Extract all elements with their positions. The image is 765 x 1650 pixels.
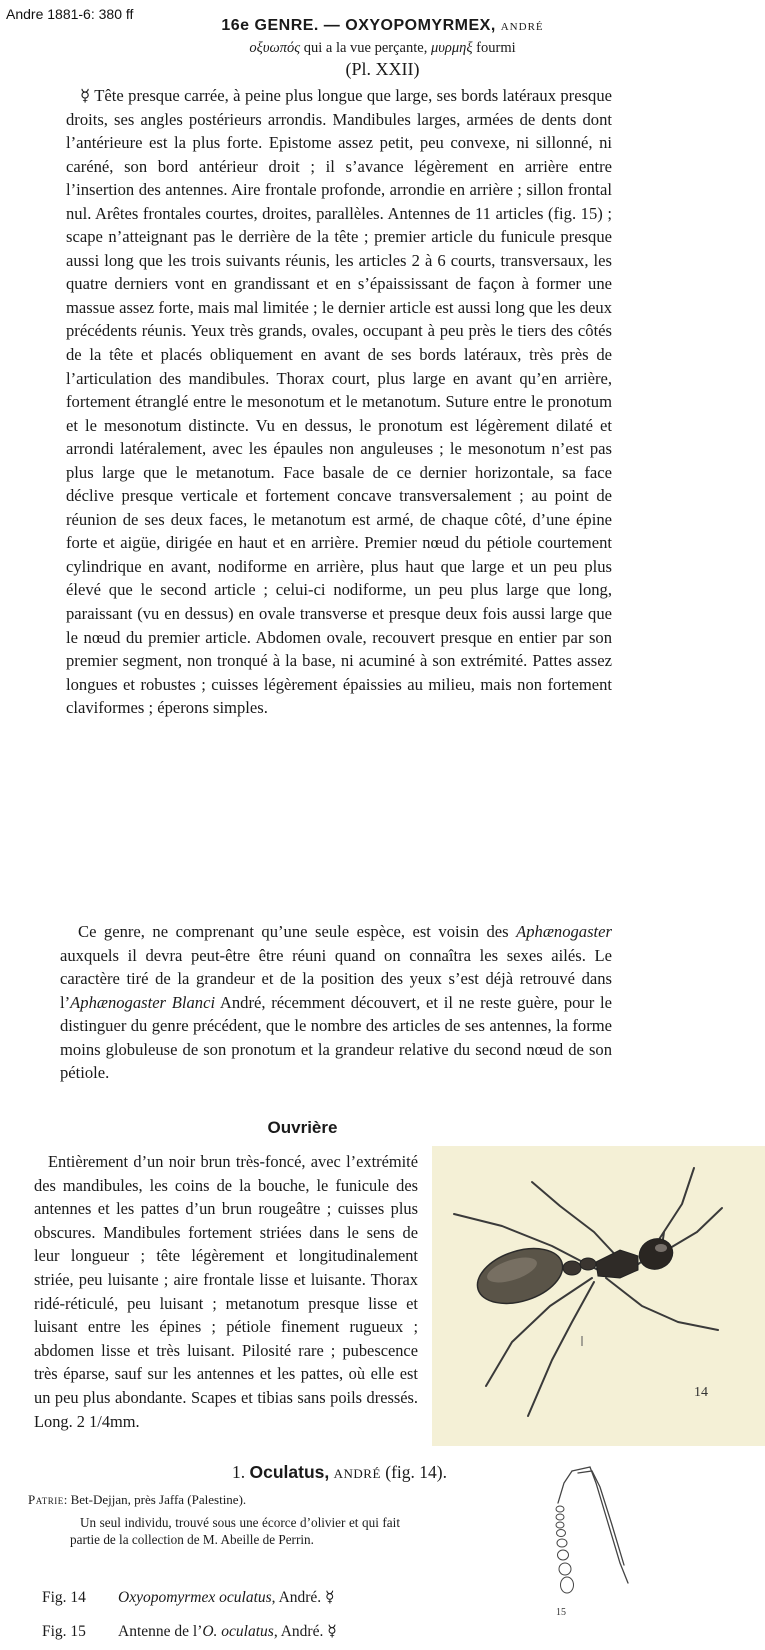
caption-label: Fig. 14 — [42, 1589, 86, 1606]
species-name: Oculatus, — [249, 1462, 330, 1482]
caption-pre: Antenne de l’ — [118, 1623, 203, 1640]
plate-reference: (Pl. XXII) — [345, 59, 420, 79]
genus-remarks — [60, 920, 612, 1085]
locality-line — [28, 1492, 246, 1508]
etymology-text-1: qui a la vue perçante, — [303, 40, 428, 56]
species-figref: (fig. 14). — [385, 1462, 448, 1482]
remarks-part-2: auxquels il devra peut-être être réuni quand on connaîtra les sexes ailés. Le caractère tiré de la grandeur et de la position des yeux s’est déjà retrouvé dans l’ — [60, 945, 612, 1012]
section-title-worker: Ouvrière — [267, 1118, 338, 1137]
specimen-note: Un seul individu, trouvé sous une écorce d’olivier et qui fait partie de la collection de M. Abeille de Perrin. — [70, 1515, 400, 1547]
caption-label: Fig. 15 — [42, 1623, 86, 1640]
remarks-genus-name: Aphænogaster — [516, 922, 612, 941]
locality-label: Patrie — [28, 1492, 64, 1507]
caption-text: , André. ☿ — [273, 1623, 337, 1640]
figure-15-label: 15 — [556, 1607, 566, 1618]
etymology-line — [0, 40, 765, 57]
antenna-illustration-figure — [550, 1463, 640, 1633]
genus-heading — [0, 17, 765, 35]
caption-italic: Oxyopomyrmex oculatus — [118, 1589, 272, 1606]
etymology-text-2: fourmi — [476, 40, 516, 56]
etymology-greek-2: μυρμηξ — [430, 40, 473, 56]
antenna-drawing — [550, 1463, 640, 1633]
species-heading — [232, 1462, 447, 1483]
remarks-species-name: Aphænogaster Blanci — [70, 992, 216, 1012]
genus-label: GENRE. — OXYOPOMYRMEX, — [254, 17, 496, 34]
remarks-part-3: André, récemment découvert, et il ne reste guère, pour le distinguer du genre précédent, que le nombre des articles de ses antennes, la forme moins globuleuse de son pronotum et la grandeur relative du second nœud de son pétiole. — [60, 992, 612, 1083]
species-author: ANDRÉ — [333, 1466, 381, 1481]
etymology-greek-1: οξυωπός — [249, 40, 301, 56]
genus-number: 16e — [221, 17, 250, 34]
caption-italic: O. oculatus — [202, 1623, 274, 1640]
genus-description: ☿ Tête presque carrée, à peine plus longue que large, ses bords latéraux presque droits, ses angles postérieurs arrondis. Mandibules larges, armées de dents dont l’antérieure est la plus forte. Epistome assez petit, peu convexe, ni sillonné, ni caréné, son bord antérieur droit ; il s’avance légèrement en arrière entre l’insertion des antennes. Aire frontale profonde, arrondie en arrière ; sillon frontal nul. Arêtes frontales courtes, droites, parallèles. Antennes de 11 articles (fig. 15) ; scape n’atteignant pas le derrière de la tête ; premier article du funicule presque aussi long que les trois suivants réunis, les articles 2 à 6 courts, transversaux, les quatre derniers vont en grandissant et en s’épaississant de façon à former une massue assez forte, mais mal limitée ; le dernier article est aussi long que les deux précédents réunis. Yeux très grands, ovales, occupant à peu près le tiers des côtés de la tête et placés obliquement en avant de ses bords latéraux, très près de l’articulation des mandibules. Thorax court, plus large en avant qu’en arrière, fortement étranglé entre le mesonotum et le metanotum. Suture entre le pronotum et le mesonotum distincte. Vu en dessus, le pronotum est légèrement dilaté et arrondi latéralement, avec les épaules non anguleuses ; le mesonotum n’est pas plus large que le metanotum. Face basale de ce dernier horizontale, sa face déclive presque verticale et fortement concave transversalement ; au point de réunion de ses deux faces, le metanotum est armé, de chaque côté, d’une épine forte et aigüe, dirigée en haut et en arrière. Premier nœud du pétiole courtement cylindrique en avant, nodiforme en arrière, plus haut que large et un peu plus élevé que le second article ; celui-ci nodiforme, un peu plus large que long, paraissant (vu en dessus) en ovale transverse et presque deux fois aussi large que le nœud du premier article. Abdomen ovale, recouvert presque en entier par son premier segment, non tronqué à la base, ni acuminé à son extrémité. Pattes assez longues et robustes ; cuisses légèrement épaissies au milieu, mais non fortement claviformes ; éperons simples. — [66, 86, 612, 718]
figure-14-label: 14 — [694, 1385, 708, 1400]
caption-fig-15 — [42, 1622, 337, 1641]
caption-fig-14 — [42, 1588, 335, 1607]
caption-text: , André. ☿ — [271, 1589, 335, 1606]
species-number: 1. — [232, 1462, 246, 1482]
genus-author: ANDRÉ — [500, 21, 544, 33]
ant-drawing — [432, 1146, 765, 1446]
ant-illustration-figure — [432, 1146, 765, 1446]
worker-description: Entièrement d’un noir brun très-foncé, avec l’extrémité des mandibules, les coins de la bouche, le funicule des antennes et les pattes d’un brun rougeâtre ; cuisses plus obscures. Mandibules fortement striées dans le sens de leur longueur ; tête légèrement et longitudinalement striée, peu luisante ; aire frontale lisse et luisante. Thorax ridé-réticulé, peu luisant ; metanotum presque lisse et luisant entre les épines ; pétiole finement rugueux ; abdomen lisse et très luisant. Pilosité rare ; pubescence très éparse, sauf sur les antennes et les pattes, où elle est un peu plus abondante. Scapes et tibias sans poils dressés. Long. 2 1/4mm. — [34, 1152, 418, 1431]
locality-text: : Bet-Dejjan, près Jaffa (Palestine). — [63, 1492, 247, 1507]
remarks-part-1: Ce genre, ne comprenant qu’une seule espèce, est voisin des — [78, 922, 517, 941]
reference-header: Andre 1881-6: 380 ff — [6, 6, 134, 22]
